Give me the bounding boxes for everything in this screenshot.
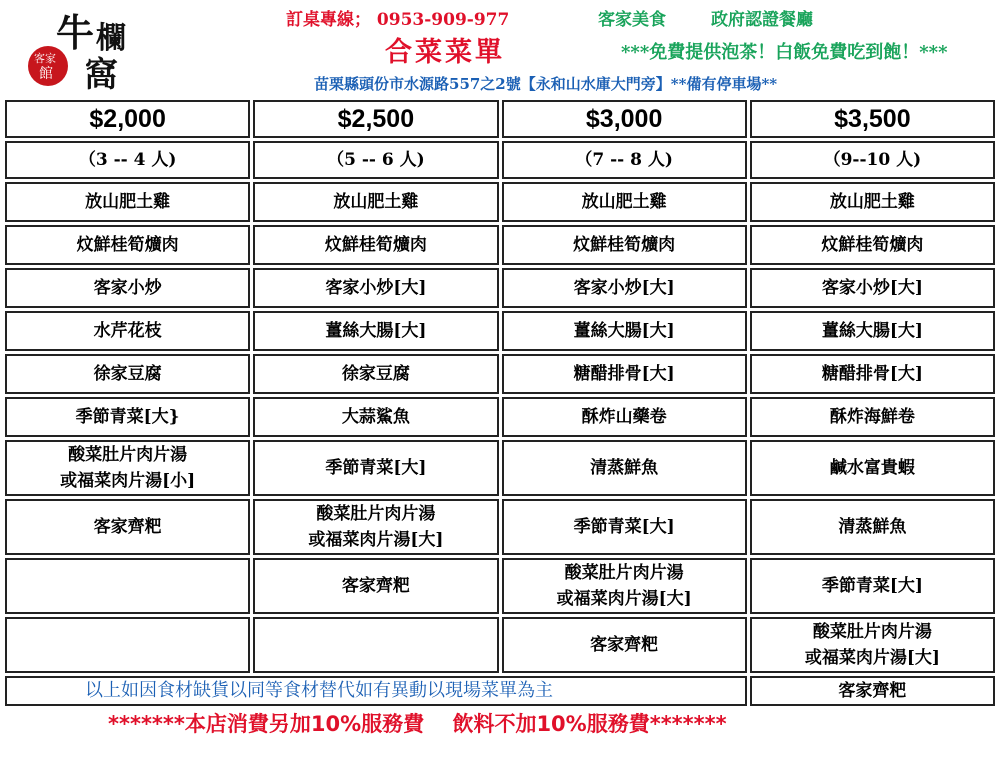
dish-cell: 季節青菜[大} — [5, 397, 250, 437]
dish-cell: 大蒜鯊魚 — [253, 397, 498, 437]
price-cell: $3,000 — [502, 100, 747, 138]
dish-cell: 客家齊粑 — [750, 676, 995, 706]
dish-cell: 客家齊粑 — [5, 499, 250, 555]
svg-text:館: 館 — [39, 66, 53, 82]
dish-cell: 糖醋排骨[大] — [750, 354, 995, 394]
dish-cell: 客家小炒[大] — [253, 268, 498, 308]
dish-cell: 客家小炒 — [5, 268, 250, 308]
dish-cell: 客家小炒[大] — [502, 268, 747, 308]
dish-cell: 水芹花枝 — [5, 311, 250, 351]
dish-cell: 季節青菜[大] — [750, 558, 995, 614]
dish-cell: 放山肥土雞 — [750, 182, 995, 222]
free-tea-notice: ***免費提供泡茶！白飯免費吃到飽！*** — [621, 42, 948, 63]
service-charge-notice: *******本店消費另加10%服務費 飲料不加10%服務費******* — [108, 712, 727, 736]
dish-cell: 客家齊粑 — [253, 558, 498, 614]
dish-cell: 放山肥土雞 — [253, 182, 498, 222]
dish-cell: 酥炸海鮮卷 — [750, 397, 995, 437]
dish-cell: 清蒸鮮魚 — [502, 440, 747, 496]
dish-cell: 薑絲大腸[大] — [750, 311, 995, 351]
svg-text:牛: 牛 — [56, 10, 95, 55]
svg-text:窩: 窩 — [84, 55, 118, 92]
dish-cell: 酥炸山藥卷 — [502, 397, 747, 437]
hakka-cuisine-tag: 客家美食 — [598, 10, 666, 30]
dish-cell — [5, 617, 250, 673]
dish-cell: 放山肥土雞 — [5, 182, 250, 222]
dish-cell: 酸菜肚片肉片湯 或福菜肉片湯[大] — [502, 558, 747, 614]
dish-cell: 季節青菜[大] — [502, 499, 747, 555]
dish-cell: 酸菜肚片肉片湯 或福菜肉片湯[小] — [5, 440, 250, 496]
page-title: 合菜菜單 — [385, 37, 505, 68]
government-certified-tag: 政府認證餐廳 — [711, 10, 813, 30]
dish-cell — [253, 617, 498, 673]
dish-cell: 放山肥土雞 — [502, 182, 747, 222]
people-row — [5, 141, 995, 179]
menu-table — [2, 97, 998, 709]
dish-cell: 徐家豆腐 — [253, 354, 498, 394]
people-cell: （7 -- 8 人) — [502, 141, 747, 179]
dish-cell: 季節青菜[大] — [253, 440, 498, 496]
dish-cell: 徐家豆腐 — [5, 354, 250, 394]
dish-cell: 炆鮮桂筍爌肉 — [502, 225, 747, 265]
dish-cell: 客家小炒[大] — [750, 268, 995, 308]
dish-cell: 薑絲大腸[大] — [253, 311, 498, 351]
dish-cell: 酸菜肚片肉片湯 或福菜肉片湯[大] — [750, 617, 995, 673]
dish-cell — [5, 558, 250, 614]
dish-cell: 糖醋排骨[大] — [502, 354, 747, 394]
people-cell: （9--10 人) — [750, 141, 995, 179]
dish-cell: 清蒸鮮魚 — [750, 499, 995, 555]
price-row — [5, 100, 995, 138]
dish-cell: 客家齊粑 — [502, 617, 747, 673]
restaurant-logo — [18, 6, 148, 92]
svg-text:客家: 客家 — [34, 52, 56, 65]
dish-cell: 炆鮮桂筍爌肉 — [750, 225, 995, 265]
dish-cell: 炆鮮桂筍爌肉 — [253, 225, 498, 265]
address: 苗栗縣頭份市水源路557之2號【永和山水庫大門旁】**備有停車場** — [314, 75, 778, 93]
people-cell: （5 -- 6 人) — [253, 141, 498, 179]
dish-cell: 炆鮮桂筍爌肉 — [5, 225, 250, 265]
order-phone: 訂桌專線； 0953-909-977 — [286, 10, 510, 30]
price-cell: $3,500 — [750, 100, 995, 138]
dish-cell: 薑絲大腸[大] — [502, 311, 747, 351]
dish-cell: 酸菜肚片肉片湯 或福菜肉片湯[大] — [253, 499, 498, 555]
people-cell: （3 -- 4 人) — [5, 141, 250, 179]
substitution-note: 以上如因食材缺貨以同等食材替代如有異動以現場菜單為主 — [5, 676, 747, 706]
price-cell: $2,000 — [5, 100, 250, 138]
svg-text:欄: 欄 — [96, 21, 126, 56]
dish-cell: 鹹水富貴蝦 — [750, 440, 995, 496]
price-cell: $2,500 — [253, 100, 498, 138]
